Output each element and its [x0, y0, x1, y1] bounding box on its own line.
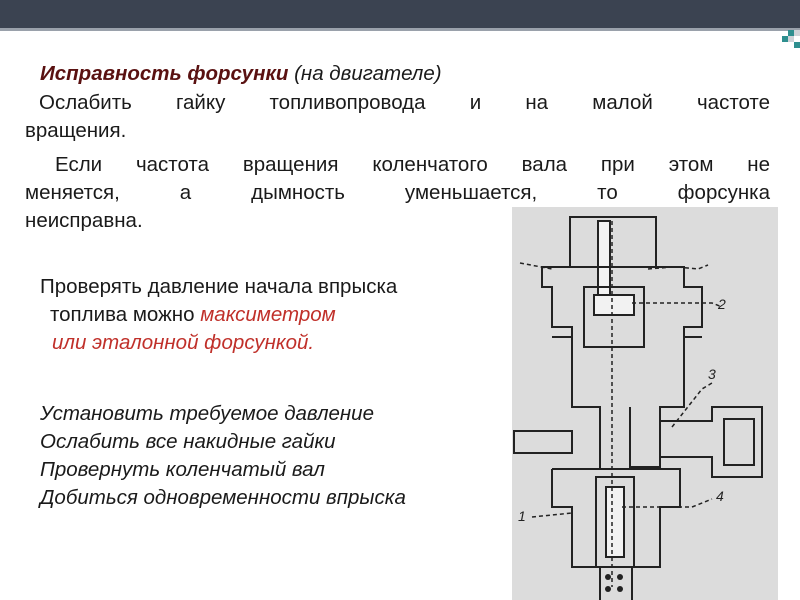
step-item: Добиться одновременности впрыска	[40, 486, 406, 509]
pressure-check-line-2	[40, 301, 520, 329]
heading-title: Исправность форсунки	[40, 62, 289, 85]
heading-subtitle: (на двигателе)	[294, 62, 442, 85]
paragraph-1-line-1: Ослабить гайку топливопровода и на малой частоте	[39, 91, 770, 114]
diagram-label-3: 3	[708, 366, 716, 382]
diagram-label-2: 2	[718, 296, 726, 312]
paragraph-2-line-2: меняется, а дымность уменьшается, то форсунка	[25, 181, 770, 204]
pressure-check-line-2-prefix: топлива можно	[50, 303, 201, 326]
paragraph-2-line-3: неисправна.	[25, 209, 143, 232]
paragraph-2-line-1: Если частота вращения коленчатого вала при этом не	[55, 153, 770, 176]
pressure-check-accent-2: или эталонной форсункой.	[52, 331, 315, 354]
pressure-check-line-1: Проверять давление начала впрыска	[40, 275, 398, 298]
pressure-check-accent-1: максиметром	[200, 303, 336, 326]
corner-accent	[774, 28, 800, 48]
step-item: Провернуть коленчатый вал	[40, 458, 325, 481]
injector-diagram	[512, 207, 778, 600]
step-item: Ослабить все накидные гайки	[40, 430, 336, 453]
paragraph-1	[25, 89, 770, 145]
diagram-label-4: 4	[716, 488, 724, 504]
steps-list	[40, 400, 520, 512]
pressure-check-block	[40, 273, 520, 357]
diagram-label-1: 1	[518, 508, 526, 524]
top-bar-stripe	[0, 28, 800, 31]
paragraph-1-line-2: вращения.	[25, 119, 127, 142]
top-bar	[0, 0, 800, 28]
step-item: Установить требуемое давление	[40, 402, 374, 425]
slide-heading	[25, 60, 770, 88]
